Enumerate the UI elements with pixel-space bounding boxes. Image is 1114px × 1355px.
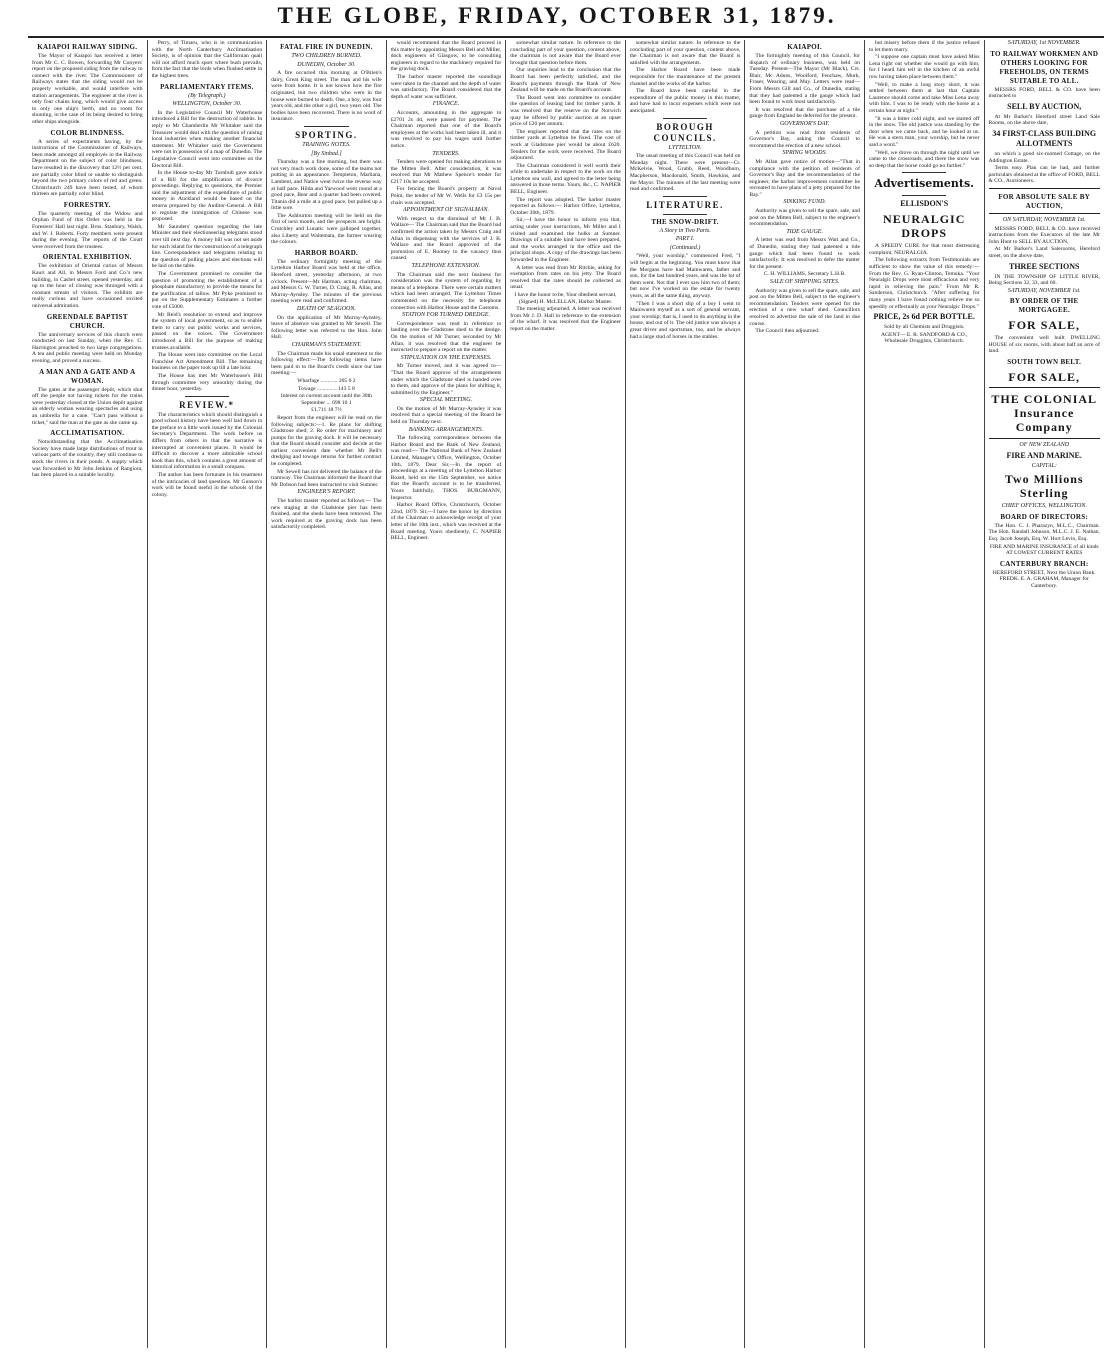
ad-date: SATURDAY, 1st NOVEMBER. [1007,40,1081,46]
subheadline: SPECIAL MEETING. [419,397,473,404]
column-8 [865,40,985,1348]
story-subtitle: A Story in Two Parts. [659,227,711,234]
article-text: Sir,—I have the honor to inform you that, acting under your instructions, Mr Miller and I visited and examined the hulks at Sumner. Drawings of a suitable kind have been prepared, and the works arranged in the office and the principal shops. A copy of the drawings has been forwarded to the Engineer. [510,217,621,263]
article-text: The House has met Mr Waterhouse's Bill through committee very smoothly during the dinner hour, yesterday. [151,372,263,393]
ad-sold: Sold by all Chemists and Druggists. [883,324,965,331]
article-text: Harbor Board Office, Christchurch, October 22nd, 1879. Sir,—I have the honor by direction of the Chairman to acknowledge receipt of your letter of the 10th inst., which was received at the Board meeting. Yours obediently, C. NAPIER BELL, Engineer. [390,502,502,542]
ad-text: FIRE AND MARINE INSURANCE of all kinds AT LOWEST CURRENT RATES [989,543,1099,557]
ad-colonial-insurance: THE COLONIAL Insurance Company [991,392,1098,435]
article-text: A letter was read from Mr Ritchie, asking for exemption from rates on his jetty. The Board resolved that the rates should be collected as usual. [510,264,621,291]
headline-harbor-board: HARBOR BOARD. [294,248,359,257]
article-text: but misery before them if the justice refused to let them marry. [868,40,980,53]
article-text: "Well, your worship," commenced Fred, "I will begin at the beginning. You must know that the Morgans have had Mainwaren, father and son, for the last hundred years, and was the lot of them went. Not that I ever saw him two of them; but now I've worked on the estate for twenty years, as all the same thing, anyway. [629,253,741,300]
newspaper-title: THE GLOBE, FRIDAY, OCTOBER 31, 1879. [277,3,837,28]
ad-text: MESSRS FORD, BELL & CO. have been instructed to [988,86,1100,100]
story-continued: (Continued.) [669,244,701,251]
article-text: Our inquiries lead to the conclusion that the Board has been perfectly satisfied, and the Board's payments through the Bank of New Zealand will be made on the Board's account. [510,67,621,94]
account-line: Towage .............. 143 5 8 [298,385,355,392]
article-text: The Chairman said the next business for consideration was the system of regarding by means of a telephone. There were certain matters which had been arranged. The Lyttelton Times commented on the necessity for telephone connection with Harbor House and the Customs. [390,271,502,311]
subheadline: TIDE GAUGE. [786,228,823,235]
article-text: The Council then adjourned. [755,328,820,335]
ad-text: At Mr Barker's Hereford street Land Sale Rooms, on the above date, [988,113,1100,127]
article-text: On the motion of Mr Murray-Aynsley it was resolved that a special meeting of the Board be held on Thursday next. [390,405,502,426]
article-text: Mr Reid's resolution to extend and improve the system of local government, so as to enable them to carry out public works and services, passed on the voices. The Government introduced a Bill for the purpose of making trustees available. [151,311,263,351]
masthead-rule [28,36,1104,38]
article-text: "It was a bitter cold night, and we started off in the snow. The old justice was standing by the door when we came back, and he looked at us. He was a stern man, your worship, but he never said a word." [868,115,980,148]
ad-two-millions: Two Millions Sterling [1004,472,1084,501]
article-text: The Ashburton meeting will be held on the first of next month, and the prospects are bright. Crutchley and Lunatic were galloped together, also Liberty and Waitemata, the former wearing the colours. [271,212,382,246]
ad-box [989,188,1100,214]
headline-borough-councils: BOROUGH COUNCILS. [653,121,717,143]
ad-text: MESSRS FORD, BELL & CO. have received instructions from the Executors of the late Mr John Hunt to SELL BY AUCTION, [988,225,1100,245]
ad-text: The Hon. C. J. Pharazyn, M.L.C., Chairman. The Hon. Randall Johnson, M.L.C. J. E. Nathan, Esq. Jacob Joseph, Esq. W. Hort Levin, Esq. [988,522,1100,543]
article-text: Mr Allan gave notice of motion—"That in compliance with the petition of residents of Governor's Bay and the recommendation of the engineer, the harbor improvement committee be recreated to have plans of a jetty prepared for the Bay." [749,158,860,198]
column-7 [745,40,865,1348]
article-text: The Board have been careful in the expenditure of the public money in this matter, and have had to incur expenses which were not anticipated. [629,88,741,114]
column-9 [985,40,1104,1348]
ad-canterbury-branch: CANTERBURY BRANCH: [999,559,1089,568]
subheadline: FINANCE. [432,101,460,108]
article-text: Correspondence was read in reference to landing over the Gladstone shed to the dredge. On the motion of Mr Turner, seconded by Mr Allan, it was resolved that the engineer be instructed to prepare a report on the matter. [390,320,502,354]
article-text: Mr Sewell has not delivered the balance of the tramway. The Chairman informed the Board that Mr Dobson had been instructed to visit Sumner. [271,468,382,488]
article-text: In the Legislative Council Mr Waterhouse introduced a Bill for the destruction of rabbits. In reply to Mr Chamberlin Mr Whitaker said the Treasurer would deal with the question of raising local industries when making another financial statement. Mr Whitaker said the Government were not in possession of a map of Dunedin. The Legislative Council went into committee on the Electoral Bill. [151,109,263,169]
article-text: The quarterly meeting of the Widow and Orphan Fund of this Order was held in the Foresters' Hall last night. Bros. Stanbury, Walsh, and W. J. Roberts. Forty members were present during the evening. The reports of the Court were received from the trustees. [32,210,143,250]
subheadline: DEATH OF SEAGOON. [296,306,356,312]
article-text: The Chairman considered it well worth their while to undertake in respect to the work on the Lyttelton sea wall, and agreed to the letter being answered in those terms. Yours, &c., C. NAPIER BELL, Engineer. [510,162,621,196]
subheadline: APPOINTMENT OF SIGNALMAN. [402,207,489,214]
article-text: Authority was given to sell the spare, sale, and post on the Mitten Bell, subject to the engineer's recommendation. Tenders were opened for the erection of a new wharf shed. Councillors resolved to advertise the sale of the land in due course. [749,287,860,327]
divider [663,214,707,215]
article-text: The meeting adjourned. A letter was received from Mr J. D. Hall in reference to the extension of the wharf. It was resolved that the Engineer report on the matter. [510,306,621,332]
dateline: WELLINGTON, October 30. [172,101,242,108]
article-text: On the application of Mr Murray-Aynsley, leave of absence was granted to Mr Sewell. The following letter was referred to the Hon. John Hall. [271,314,382,341]
ad-subline: OF NEW ZEALAND [1019,442,1070,449]
subheadline: TELEPHONE EXTENSION. [411,263,481,269]
article-text: A petition was read from residents of Governor's Bay, asking the Council to recommend the erection of a new school. [749,129,860,149]
subheadline: TENDERS. [432,150,460,157]
ad-box [989,387,1100,439]
article-text: Accounts, amounting in the aggregate to £2701 2s 4d, were passed for payment. The Chairman reported that one of the Board's employees at the works had been taken ill, and it was resolved to pay his wages until further notice. [390,109,502,149]
ad-headline: 34 FIRST-CLASS BUILDING ALLOTMENTS [992,128,1097,148]
article-text: Authority was given to sell the spare, sale, and post on the Mitten Bell, subject to the engineer's recommendation. [749,208,860,228]
byline: (By Telegraph.) [188,92,226,99]
column-4 [387,40,507,1348]
article-text: would recommend that the Board proceed in this matter by appointing Messrs Bell and Miller, dock engineers of Glasgow, to be consulting engineers in regard to the machinery required for the graving dock. [390,40,502,73]
article-text: The ordinary fortnightly meeting of the Lyttelton Harbor Board was held at the office, Hereford street, yesterday afternoon, at two o'clock. Present—Mr Harman, acting chairman, and Messrs G. W. Turner, D. Craig, R. Allan, and Murray-Aynsley. The minutes of the previous meeting were read and confirmed. [271,258,382,305]
signature: C. H. WILLIAMS, Secretary L.H.B. [763,271,846,278]
ad-text: At Mr Barker's Land Salerooms, Hereford street, on the above date, [988,246,1100,259]
subheadline: STATION FOR TURNED DREDGE. [401,312,490,319]
headline-advertisements: Advertisements. [874,177,975,191]
article-text: A series of experiments having, by the instructions of the Commissioner of Railways, been made amongst all employés in the Railway Department on the subject of color blindness, have resulted in the discovery that 12½ per cent. are partially color blind or unable to distinguish beyond the two primary colors of red and green. Christchurch 249 have been tested, of whom thirteen are partially color blind. [32,138,143,198]
headline-literature: LITERATURE. [646,199,724,210]
ad-headline: SOUTH TOWN BELT. [1007,358,1082,367]
article-text: A letter was read from Messrs Watt and Co., of Dunedin, stating they had patented a tide gauge which had been found to work satisfactorily. It was resolved to defer the matter for the present. [749,237,860,270]
ad-headline: TO RAILWAY WORKMEN AND OTHERS LOOKING FOR FREEHOLDS, ON TERMS SUITABLE TO ALL. [990,49,1099,85]
article-text: The Harbor Board have been made responsible for the maintenance of the present channel and the works of the harbor. [629,67,741,87]
subheadline: LYTTELTON. [668,144,702,151]
article-text: For fencing the Board's property at Naval Point, the tender of Mr W. Wells for £3 15s per chain was accepted. [390,186,502,206]
headline-acclimatisation: ACCLIMATISATION. [50,429,125,438]
headline-parliamentary-items: PARLIAMENTARY ITEMS. [160,82,254,91]
ad-text: on which a good six-roomed Cottage, on the Addington Estate. [988,150,1100,164]
ad-chief-offices: CHIEF OFFICES, WELLINGTON. [1001,503,1087,510]
ad-for-sale: FOR SALE, [1008,370,1081,385]
column-5 [506,40,626,1348]
account-line: Wharfage ............ 205 0 2 [297,377,356,384]
divider [663,118,707,119]
article-text: The usual meeting of this Council was held on Monday night. There were present—Cr. McKelvie, Wood, Grubb, Reed, Woodburn, Macpherson, Macdonald, Smith, Hawkins, and the Mayor. The minutes of the last meeting were read and confirmed. [629,153,741,193]
subheadline: ENGINEER'S REPORT. [297,489,356,496]
article-text: "Well, to make a long story short, it was settled between them at last that Captain Laurence should come and take Miss Lena away with him. I was to be ready with the horse at a certain hour at night." [868,81,980,114]
article-text: The Mayor of Kaiapoi has received a letter from Mr C. C. Bowen, forwarding Mr Conyers' report on the proposed siding from the railway to connect with the river. The Commissioner of Railways states that the siding would not be properly workable, and would interfere with station arrangements. The engineer at the river is only four chains long, which would give access to only one ship's berth, and no room for shunting, in the case of its being desired to bring other ships alongside. [32,53,143,125]
article-text: Mr Saunders' question regarding the late Minister and their electioneering telegrams stood over till next day. A money bill was not set aside for each island for the construction of a telegraph line. Correspondence and telegrams relating to the question of polling places and elections will be laid on the table. [151,223,263,270]
article-text: The Government promised to consider the question of promoting the establishment of a phosphate manufactory, to provide the means for the purification of tallow. Mr Pyke promised to put on the Supplementary Estimates a further vote of £5000. [151,271,263,310]
subheadline: TWO CHILDREN BURNED. [291,53,362,59]
article-text: The fortnightly meeting of this Council, for dispatch of ordinary business, was held on Tuesday. Present—The Mayor (Mr Black), Crs. Blair, Mc Aduns, Woolford, Fenchaw, Murk, Fraser, Wearing, and May. Letters were read—From Messrs Gill and Co., of Dunedin, stating that they had patented a tile gauge which had been found to work most satisfactorily. [749,53,860,106]
article-text: Thursday was a fine morning, but there was not very much work done, some of the teams not putting in an appearance. Templeton, Marliana, Lambent, and Natice went twice the reverse way at half pace. Hilda and Yarwood went round at a good pace, Bear and a quarter had been covered. Titania did a mile at a good pace, but pulled up a little sore. [271,159,382,212]
headline-sporting: SPORTING. [295,129,358,140]
subheadline: SPRING WOODS. [782,150,827,157]
column-3 [267,40,387,1348]
article-text: somewhat similar nature. In reference to the concluding part of your question, content above, the Chairman is not aware that the Board is satisfied with the arrangements. [629,40,741,66]
headline-review: REVIEW.* [179,399,235,410]
byline: [By Sinbad.] [311,150,342,157]
article-text: The report was adopted. The harbor master reported as follows:— Harbor Office, Lyttelton, October 30th, 1879. [510,196,621,216]
headline-kaiapoi: KAIAPOI. [787,43,823,51]
divider [663,196,707,197]
headline-oriental-exhibition: ORIENTAL EXHIBITION. [42,253,132,262]
account-total: £1,711 18 7½ [311,407,342,414]
article-text: "I suppose one captain must have asked Miss Lena right out whether she would go with him, for I heard him tell in the kitchen of an awful row having taken place between them." [868,54,980,80]
article-text: With respect to the dismissal of Mr J. B. Wallace— The Chairman said that the Board had confirmed the action taken by Messrs Craig and Allan in dispensing with the services of J. B. Wallace and the Board approved of the promotion of E. Rooney to the vacancy thus caused. [390,215,502,262]
article-text: The anniversary services of this church were conducted on last Sunday, when the Rev. C. Harrington preached to two large congregations. A tea and public meeting were held on Monday evening, and proved a success. [32,331,143,364]
article-text: The House went into committee on the Local Franchise Act Amendment Bill. The remaining business on the paper took up till a late hour. [151,352,263,372]
column-1 [28,40,148,1348]
article-text: The Board went into committee to consider the question of leasing land for timber yards. It was resolved that the reserve on the Norwich quay be offered by public auction at an upset price of £20 per annum. [510,94,621,128]
ad-board-directors: BOARD OF DIRECTORS: [1000,512,1089,521]
headline-color-blindness: COLOR BLINDNESS. [50,128,125,137]
newspaper-columns [28,40,1104,1348]
ad-date: ON SATURDAY, NOVEMBER 1st. [1002,216,1086,223]
headline-forrestry: FORRESTRY. [63,200,111,209]
subheadline: BANKING ARRANGEMENTS. [408,426,484,433]
article-text: The engineer reported that the rates on the timber yards at Lyttelton be fixed. The cost of work at Gladstone pier would be about £620. Tenders for the work were received. The Board adjourned. [510,128,621,162]
dateline: DUNEDIN, October 30. [297,61,356,68]
divider [304,126,348,127]
ad-text: IN THE TOWNSHIP OF LITTLE RIVER, Being Sections 32, 33, and 60. [988,273,1100,287]
ad-agent: AGENT— E. R. SANDFORD & CO., Wholesale Druggists, Christchurch. [880,331,968,345]
story-part: PART I. [675,236,695,243]
headline-kaiapoi-railway: KAIAPOI RAILWAY SIDING. [37,43,138,51]
ad-headline: BY ORDER OF THE MORTGAGEE. [1009,297,1079,315]
article-text: "Well, we drove on through the night until we came to the crossroads, and there the snow was so deep that the horse could go no further." [868,149,980,169]
headline-man-gate-woman: A MAN AND A GATE AND A WOMAN. [39,367,136,385]
article-text: The Chairman made his usual statement to the following effect:—The following items have been paid in to the Board's credit since our last meeting:— [271,350,382,377]
ad-text: A SPEEDY CURE for that most distressing complaint, NEURALGIA. [868,243,980,256]
article-text: "Then I was a short slip of a boy I went to Mainwaren myself as a sort of general servant, your worship; that is, I used to do anything in the house, and out of it. The old justice was always a great driver and sportsman, too, and he always had a large stud of horses in the stables. [629,300,741,340]
subheadline: CHAIRMAN'S STATEMENT. [291,341,362,348]
article-text: Mr Turner moved, and it was agreed to— "That the Board approve of the arrangements under which the Gladstone shed is handed over to them, and approve of the plans for shifting it, submitted by the Engineer." [390,363,502,396]
subheadline: SALE OF SHIPPING SITES. [769,279,840,285]
article-text: The gates at the passenger depôt, which shut off the people not having tickets for the trains were yesterday closed at the Union depôt against an elderly woman wearing spectacles and using an umbrella for a cane. "Can't pass without a ticket," said the man at the gate as she came up. [32,386,143,426]
divider [902,195,946,196]
headline-fatal-fire: FATAL FIRE IN DUNEDIN. [280,43,373,51]
ad-text: The convenient well built DWELLING HOUSE of six rooms, with about half an acre of land. [988,335,1100,355]
article-text: The harbor master reported the soundings were taken in the channel and the depth of water was satisfactory. The Board considered that the depth of water was sufficient. [390,73,502,100]
article-text: The exhibition of Oriental curios of Messrs Kauri and All, in Messrs Ford and Co.'s new building, in Cashel street, opened yesterday, and up to the hour of closing was thronged with a constant stream of visitors. The exhibits are really curious and have occasioned excited universal admiration. [32,263,143,309]
article-text: It was resolved that the purchase of a tile gauge from England be deferred for the present. [749,106,860,120]
headline-greendale-baptist: GREENDALE BAPTIST CHURCH. [46,312,128,330]
ad-date: SATURDAY, NOVEMBER 1st. [1007,287,1081,294]
article-text: The harbor master reported as follows:— The new staging at the Gladstone pier has been finished, and the sheds have been removed. The work required at the graving dock has been satisfactorily completed. [271,498,382,531]
subheadline: TRAINING NOTES. [302,141,351,148]
subheadline: STIPULATION ON THE EXPENSES. [400,354,492,361]
article-text: somewhat similar nature. In reference to the concluding part of your question, content above, the chairman is not aware that the Board ever brought that question before them. [510,40,621,66]
divider [902,172,946,173]
article-text: The author has been fortunate in his treatment of the intricacies of land questions. Mr Gunson's work will be found useful in the schools of the colony. [151,472,263,498]
ad-headline: FOR ABSOLUTE SALE BY AUCTION, [998,192,1091,210]
signature: I have the honor to be, Your obedient servant, (Signed) H. McLELLAN, Harbor Master. [514,291,617,305]
article-text: Perry, of Timaru, who is in communication with the North Canterbury Acclimatisation Society, is of opinion that the Californian quail will not afford much sport where bush prevails, from the fact that the birds when flushed settle in the highest trees. [151,40,263,79]
article-text: The characteristics which should distinguish a good school history have been well laid down in the preface to a little work issued by the Colonial Secretary's Department. The work before us differs from others in that the narrative is interrupted at convenient places. It would be difficult to discover a more admirable school book than this, which contains a great amount of historical information in a small compass. [151,411,263,471]
divider [185,396,229,397]
article-text: The following correspondence between the Harbor Board and the Bank of New Zealand, was read:— The National Bank of New Zealand Limited, Manager's Office, Wellington, October 10th, 1879. Dear Sir,—In the report of proceedings at a meeting of the Lyttelton Harbor Board, held on the 15th September, we notice that the Board's account is to be transferred. Yours faithfully, THOS. BURGMANN, Inspector. [390,435,502,501]
subheadline: SINKING FUND. [783,199,826,206]
ad-neuralgic-drops: NEURALGIC DROPS [883,212,966,241]
account-line: Interest on current account until the 30th September ... 698 10 1 [280,393,372,406]
masthead [0,0,1114,36]
article-text: In the House to-day Mr Turnbull gave notice of a Bill for the amplification of divorce proceedings. Replying to questions, the Premier said the adjustment of the expenditure of public money in Auckland would be based on the returns prepared by the Auditor-General. A Bill to regulate the immigration of Chinese was proposed. [151,170,263,223]
subheadline: GOVERNOR'S DAY. [779,120,830,127]
ad-capital: CAPITAL: [1031,462,1057,469]
column-6 [626,40,746,1348]
ad-text: HEREFORD STREET, Next the Union Bank. FREDK. E. A. GRAHAM, Manager for Canterbury. [992,569,1096,589]
column-2 [148,40,268,1348]
ad-text: Terms easy. Plan can be had, and further particulars obtained at the office of FORD, BELL & CO., Auctioneers. [988,165,1100,185]
ad-for-sale: FOR SALE, [1008,318,1081,333]
ad-text: The following extracts from Testimonials are sufficient to show the value of this remedy:— From the Rev. G. Ryan-Clinton, Temuka. "Your Neuralgic Drops were most efficacious and very rapid in relieving the pain." From Mr R. Sanderson, Christchurch. "After suffering for many years I have found nothing relieve me so speedily or effectually as your Neuralgic Drops." [868,257,980,310]
article-text: Notwithstanding that the Acclimatisation Society have made large distributions of trout in various parts of the country, they still continue to stock the rivers in their ponds. A supply which was forwarded to Mr John Jenkins of Rangiora, has been placed in a suitable locality. [32,439,143,479]
ad-price: PRICE, 2s 6d PER BOTTLE. [873,312,975,322]
article-text: Report from the engineer will be read on the following subjects:—1. Re plans for shifting Gladstone shed; 2. Re order for machinery and pumps for the graving dock. It will be necessary that the Board should consider and decide at the earliest convenient date whether Mr Bell's dredging and towage returns for further contract be completed. [271,414,382,468]
ad-headline: SELL BY AUCTION, [1007,101,1082,111]
ad-fire-marine: FIRE AND MARINE. [1006,450,1082,460]
ad-ellisdon: ELLISDON'S [900,199,949,209]
ad-headline: THREE SECTIONS [1008,261,1080,271]
article-text: A fire occurred this morning at O'Brien's dairy, Great King street. The man and his wife were from home. It is not known how the fire originated, but two children who were in the house were burned to death. One, a boy, was four years old, and the other a girl, two years old. The bodies have been recovered. There is no word of insurance. [271,70,382,123]
article-text: Tenders were opened for making alterations to the Mitten Bell. After consideration, it was resolved that Mr Mathew Spence's tender for £217 10s be accepted. [390,159,502,185]
story-title: THE SNOW-DRIFT. [651,217,719,226]
